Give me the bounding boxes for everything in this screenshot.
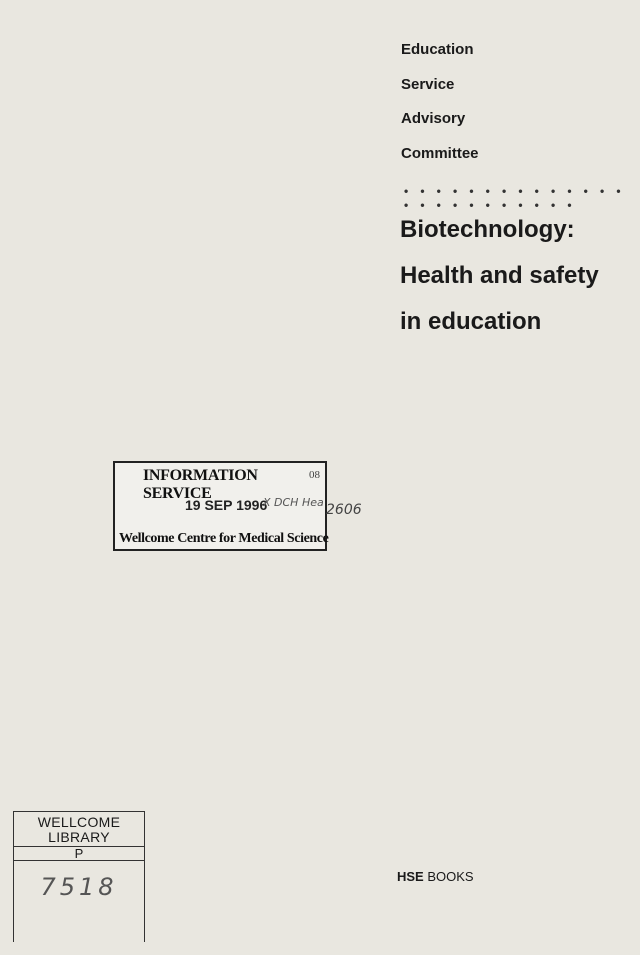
committee-line-4: Committee xyxy=(401,144,479,162)
library-name-line-1: WELLCOME xyxy=(37,814,121,830)
publisher-imprint xyxy=(397,869,474,884)
stamp-date: 19 SEP 1996 xyxy=(185,497,268,513)
committee-line-3: Advisory xyxy=(401,110,466,127)
stamp-handwritten-note: X DCH Hea xyxy=(263,496,324,509)
document-title xyxy=(400,214,599,352)
committee-line-1: Education xyxy=(401,41,474,58)
library-class-mark: P xyxy=(14,846,144,861)
library-name-line-2: LIBRARY xyxy=(48,829,110,845)
library-shelf-number: 7518 xyxy=(14,860,144,955)
title-line-2: Health and safety xyxy=(400,262,599,289)
stamp-institution: Wellcome Centre for Medical Science xyxy=(119,531,329,546)
handwritten-number: 2606 xyxy=(326,502,362,518)
stamp-heading: INFORMATION SERVICE xyxy=(143,467,258,502)
publisher-brand: HSE xyxy=(397,869,424,884)
library-name xyxy=(14,812,144,845)
dotted-separator: • • • • • • • • • • • • • • • • • • • • • • • • • xyxy=(404,184,625,212)
title-line-3: in education xyxy=(400,308,542,335)
committee-name xyxy=(401,40,479,178)
title-line-1: Biotechnology: xyxy=(400,216,575,243)
library-label xyxy=(13,811,145,942)
information-service-stamp xyxy=(113,461,327,551)
committee-line-2: Service xyxy=(401,75,455,93)
stamp-side-mark: 08 xyxy=(309,469,320,481)
publisher-name: BOOKS xyxy=(427,869,474,884)
